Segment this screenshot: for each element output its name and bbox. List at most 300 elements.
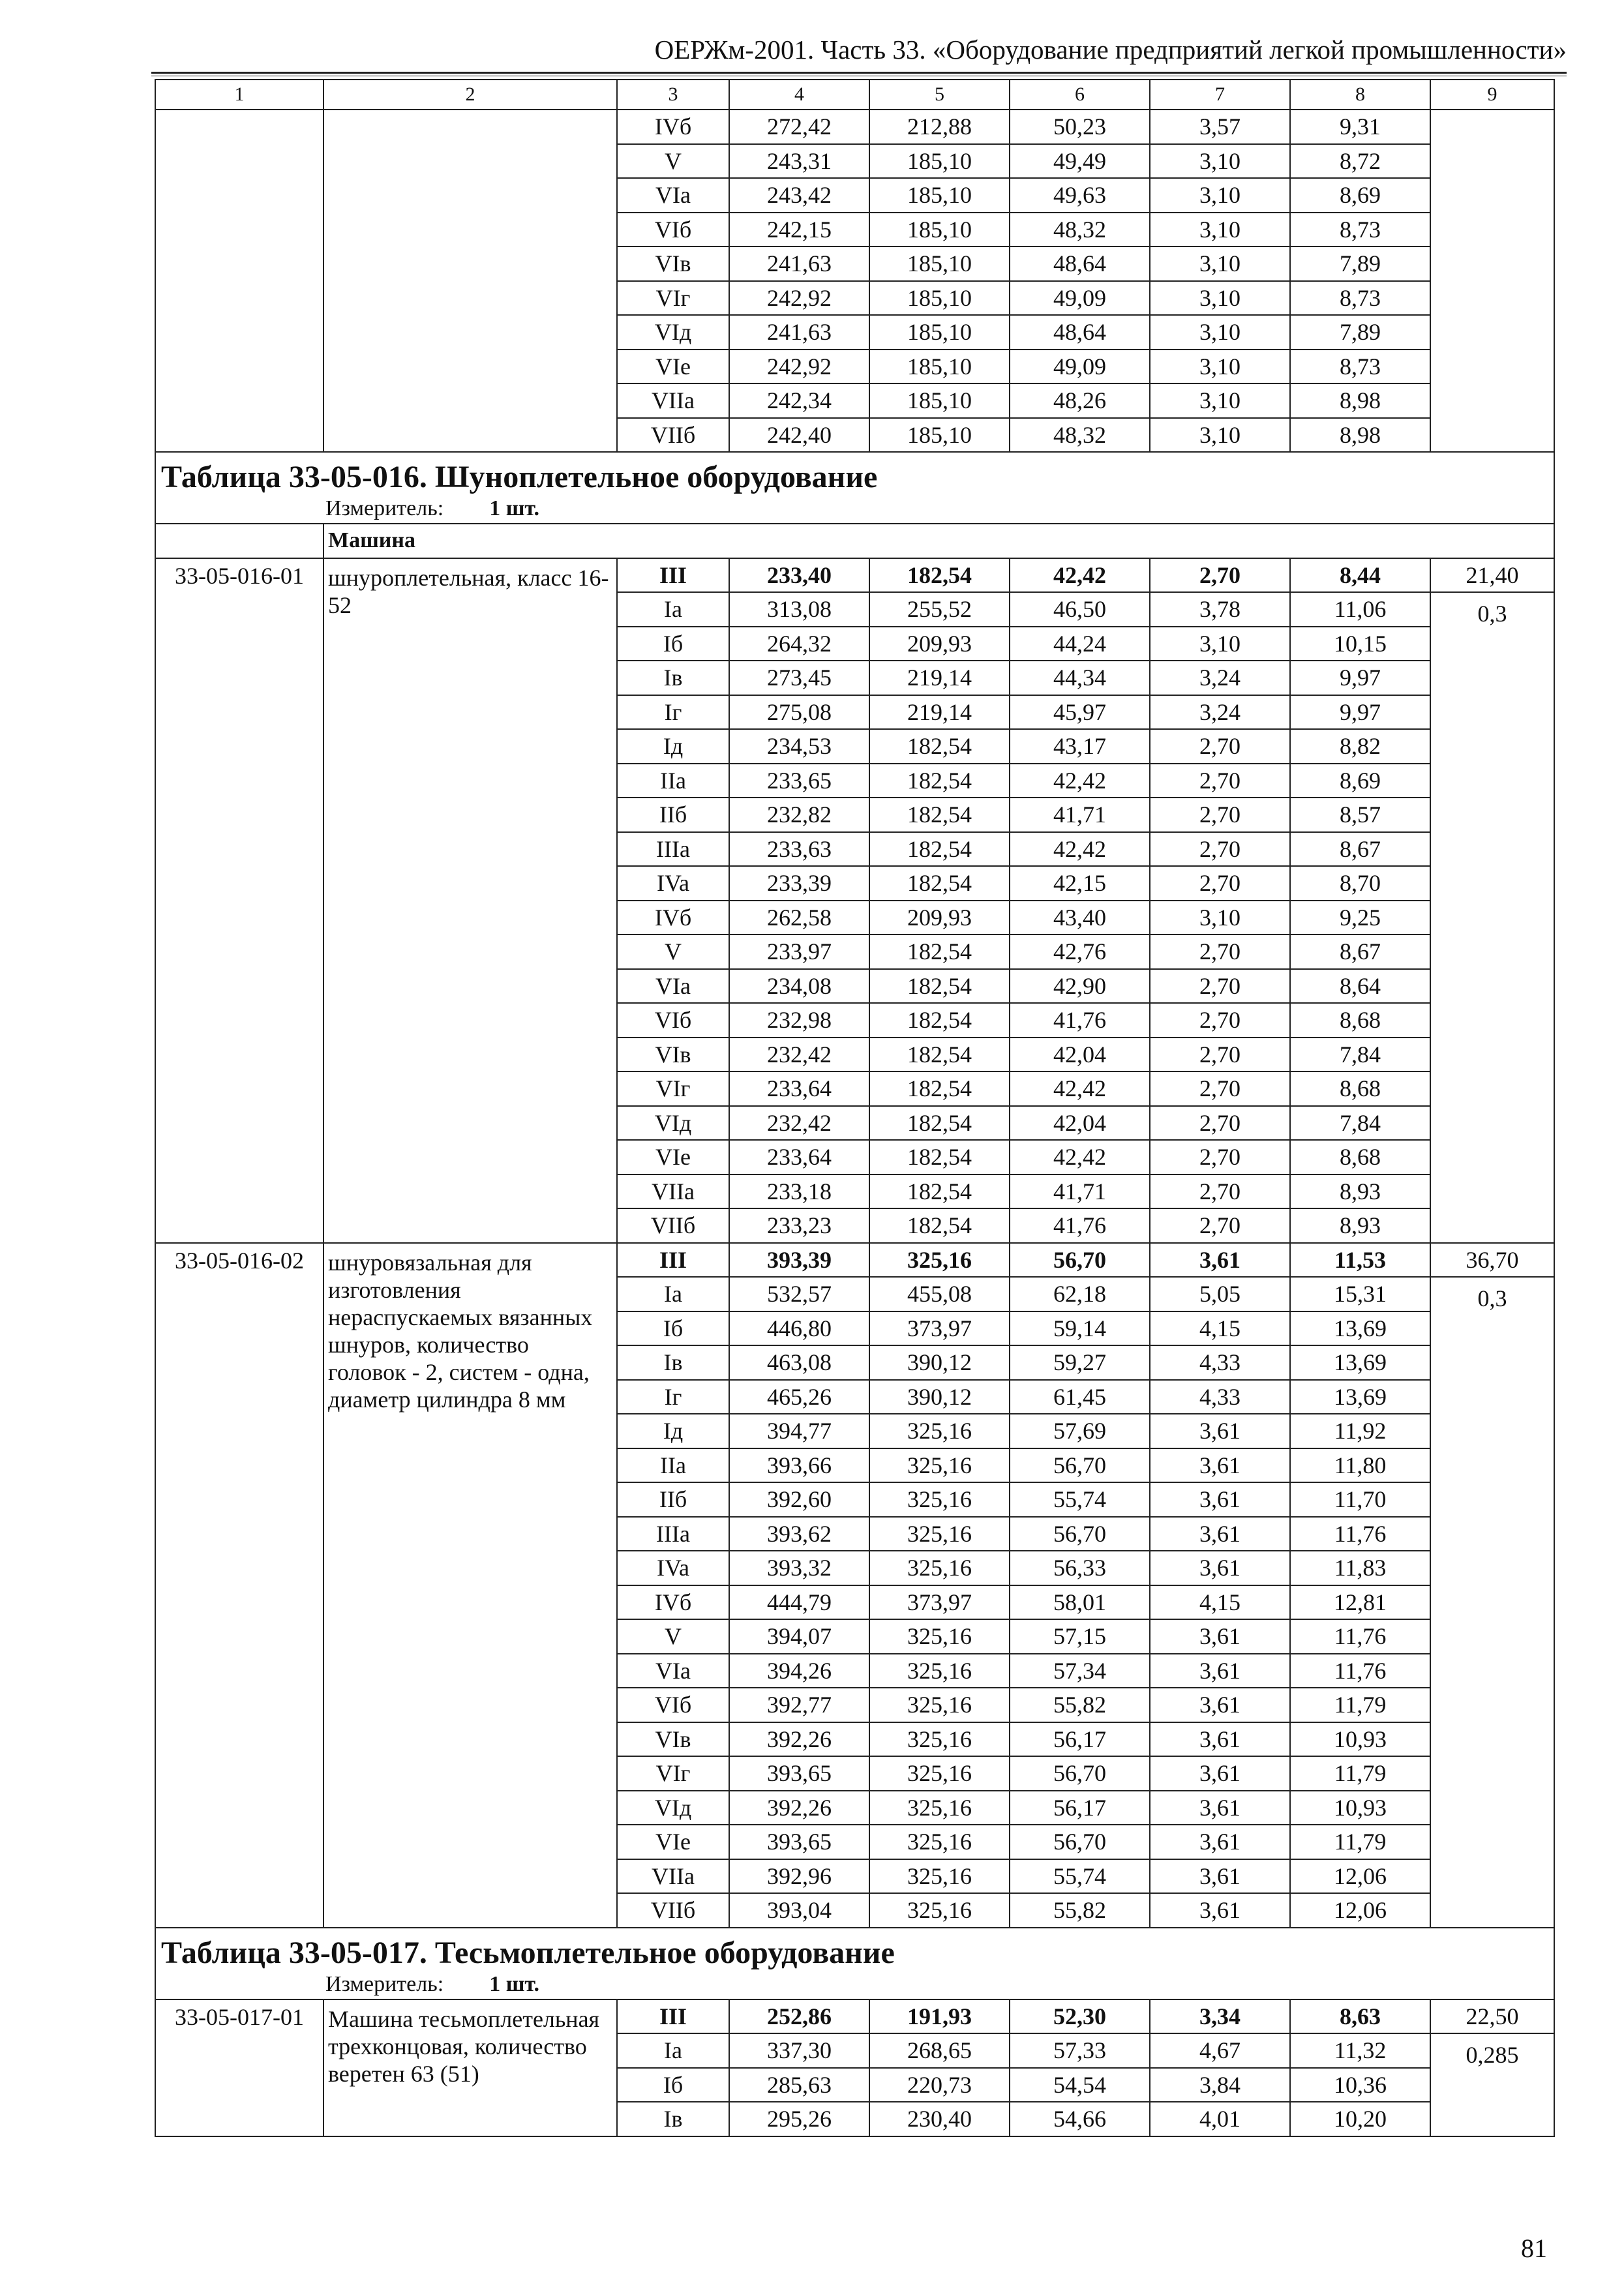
value-cell: 61,45 [1010, 1380, 1150, 1414]
region-class-cell: VIa [617, 178, 729, 213]
value-cell: 62,18 [1010, 1277, 1150, 1311]
value-cell: 11,70 [1290, 1482, 1430, 1517]
value-cell: 12,81 [1290, 1585, 1430, 1620]
value-cell: 43,40 [1010, 901, 1150, 935]
value-cell: 56,70 [1010, 1517, 1150, 1551]
value-cell: 10,20 [1290, 2102, 1430, 2136]
value-cell: 393,65 [729, 1825, 869, 1859]
value-cell: 42,04 [1010, 1106, 1150, 1141]
value-cell: 185,10 [869, 247, 1010, 281]
value-cell: 11,79 [1290, 1756, 1430, 1791]
value-cell: 262,58 [729, 901, 869, 935]
value-cell: 48,32 [1010, 213, 1150, 247]
value-cell: 49,63 [1010, 178, 1150, 213]
value-cell: 182,54 [869, 558, 1010, 593]
note-cell: 21,40 [1430, 558, 1554, 593]
value-cell: 41,76 [1010, 1003, 1150, 1038]
value-cell: 42,42 [1010, 764, 1150, 798]
value-cell: 42,76 [1010, 935, 1150, 969]
value-cell: 185,10 [869, 281, 1010, 316]
value-cell: 242,34 [729, 383, 869, 418]
value-cell: 4,33 [1150, 1345, 1290, 1380]
value-cell: 56,70 [1010, 1825, 1150, 1859]
region-class-cell: Iв [617, 661, 729, 695]
value-cell: 3,61 [1150, 1482, 1290, 1517]
value-cell: 390,12 [869, 1345, 1010, 1380]
value-cell: 455,08 [869, 1277, 1010, 1311]
value-cell: 233,40 [729, 558, 869, 593]
value-cell: 59,14 [1010, 1311, 1150, 1346]
value-cell: 10,36 [1290, 2068, 1430, 2102]
value-cell: 242,40 [729, 418, 869, 453]
value-cell: 209,93 [869, 901, 1010, 935]
region-class-cell: Iд [617, 729, 729, 764]
value-cell: 182,54 [869, 1106, 1010, 1141]
value-cell: 11,76 [1290, 1517, 1430, 1551]
region-class-cell: VIб [617, 1688, 729, 1722]
value-cell: 373,97 [869, 1585, 1010, 1620]
value-cell: 325,16 [869, 1482, 1010, 1517]
value-cell: 11,79 [1290, 1825, 1430, 1859]
value-cell: 8,69 [1290, 178, 1430, 213]
value-cell: 46,50 [1010, 592, 1150, 627]
value-cell: 264,32 [729, 627, 869, 661]
value-cell: 57,15 [1010, 1619, 1150, 1654]
value-cell: 255,52 [869, 592, 1010, 627]
region-class-cell: Iд [617, 1414, 729, 1448]
value-cell: 3,10 [1150, 315, 1290, 350]
value-cell: 182,54 [869, 1174, 1010, 1209]
value-cell: 185,10 [869, 213, 1010, 247]
value-cell: 219,14 [869, 695, 1010, 730]
region-class-cell: IIIa [617, 1517, 729, 1551]
value-cell: 233,39 [729, 866, 869, 901]
region-class-cell: VIIa [617, 1859, 729, 1894]
value-cell: 185,10 [869, 350, 1010, 384]
value-cell: 3,61 [1150, 1551, 1290, 1585]
value-cell: 10,93 [1290, 1722, 1430, 1757]
column-number-row [155, 80, 1554, 110]
value-cell: 3,61 [1150, 1517, 1290, 1551]
value-cell: 3,10 [1150, 178, 1290, 213]
value-cell: 3,61 [1150, 1619, 1290, 1654]
region-class-cell: IVб [617, 110, 729, 144]
meter-label: Измеритель: [325, 1971, 444, 1996]
value-cell: 41,71 [1010, 1174, 1150, 1209]
value-cell: 272,42 [729, 110, 869, 144]
value-cell: 3,61 [1150, 1243, 1290, 1278]
region-class-cell: VIг [617, 1071, 729, 1106]
value-cell: 232,82 [729, 798, 869, 832]
value-cell: 234,53 [729, 729, 869, 764]
value-cell: 50,23 [1010, 110, 1150, 144]
value-cell: 8,98 [1290, 383, 1430, 418]
value-cell: 232,42 [729, 1106, 869, 1141]
value-cell: 2,70 [1150, 1106, 1290, 1141]
value-cell: 4,15 [1150, 1311, 1290, 1346]
value-cell: 182,54 [869, 1038, 1010, 1072]
desc-cell: шнуроплетельная, класс 16-52 [323, 558, 617, 1243]
region-class-cell: VIв [617, 1038, 729, 1072]
value-cell: 325,16 [869, 1722, 1010, 1757]
region-class-cell: VIe [617, 350, 729, 384]
note-cell: 0,3 [1430, 592, 1554, 1243]
value-cell: 3,10 [1150, 627, 1290, 661]
value-cell: 465,26 [729, 1380, 869, 1414]
value-cell: 252,86 [729, 1999, 869, 2034]
value-cell: 11,06 [1290, 592, 1430, 627]
value-cell: 8,64 [1290, 969, 1430, 1004]
value-cell: 56,70 [1010, 1243, 1150, 1278]
region-class-cell: VIIб [617, 1893, 729, 1928]
region-class-cell: IIa [617, 1448, 729, 1483]
region-class-cell: Iб [617, 627, 729, 661]
value-cell: 233,63 [729, 832, 869, 867]
value-cell: 52,30 [1010, 1999, 1150, 2034]
value-cell: 185,10 [869, 315, 1010, 350]
value-cell: 325,16 [869, 1243, 1010, 1278]
value-cell: 4,33 [1150, 1380, 1290, 1414]
value-cell: 3,61 [1150, 1688, 1290, 1722]
value-cell: 8,68 [1290, 1140, 1430, 1174]
value-cell: 49,09 [1010, 281, 1150, 316]
value-cell: 8,67 [1290, 832, 1430, 867]
value-cell: 242,92 [729, 281, 869, 316]
value-cell: 3,61 [1150, 1448, 1290, 1483]
region-class-cell: VIд [617, 1791, 729, 1825]
value-cell: 42,42 [1010, 1071, 1150, 1106]
value-cell: 182,54 [869, 866, 1010, 901]
value-cell: 241,63 [729, 247, 869, 281]
value-cell: 191,93 [869, 1999, 1010, 2034]
value-cell: 230,40 [869, 2102, 1010, 2136]
value-cell: 15,31 [1290, 1277, 1430, 1311]
value-cell: 182,54 [869, 1140, 1010, 1174]
value-cell: 463,08 [729, 1345, 869, 1380]
value-cell: 42,42 [1010, 1140, 1150, 1174]
value-cell: 392,26 [729, 1791, 869, 1825]
value-cell: 232,98 [729, 1003, 869, 1038]
value-cell: 3,10 [1150, 418, 1290, 453]
value-cell: 7,84 [1290, 1038, 1430, 1072]
value-cell: 2,70 [1150, 1038, 1290, 1072]
value-cell: 9,97 [1290, 695, 1430, 730]
value-cell: 182,54 [869, 1208, 1010, 1243]
value-cell: 11,80 [1290, 1448, 1430, 1483]
value-cell: 8,57 [1290, 798, 1430, 832]
region-class-cell: IIб [617, 798, 729, 832]
value-cell: 2,70 [1150, 729, 1290, 764]
table-row [155, 110, 1554, 144]
section-row [155, 524, 1554, 558]
value-cell: 392,77 [729, 1688, 869, 1722]
value-cell: 57,69 [1010, 1414, 1150, 1448]
value-cell: 13,69 [1290, 1345, 1430, 1380]
note-cell: 0,285 [1430, 2033, 1554, 2136]
header-title: ОЕРЖм-2001. Часть 33. «Оборудование предприятий легкой промышленности» [654, 35, 1567, 65]
value-cell: 393,32 [729, 1551, 869, 1585]
value-cell: 10,15 [1290, 627, 1430, 661]
table-row [155, 1999, 1554, 2034]
value-cell: 2,70 [1150, 1140, 1290, 1174]
column-number: 1 [155, 80, 323, 110]
table-title-row [155, 1928, 1554, 1970]
region-class-cell: III [617, 1999, 729, 2034]
meter-cell [155, 494, 1554, 524]
value-cell: 43,17 [1010, 729, 1150, 764]
value-cell: 8,73 [1290, 213, 1430, 247]
column-number: 4 [729, 80, 869, 110]
value-cell: 3,10 [1150, 383, 1290, 418]
region-class-cell: IIIa [617, 832, 729, 867]
region-class-cell: IVб [617, 901, 729, 935]
value-cell: 242,15 [729, 213, 869, 247]
value-cell: 3,61 [1150, 1893, 1290, 1928]
value-cell: 48,64 [1010, 315, 1150, 350]
value-cell: 185,10 [869, 418, 1010, 453]
note-cell [1430, 110, 1554, 452]
region-class-cell: VIIa [617, 383, 729, 418]
value-cell: 444,79 [729, 1585, 869, 1620]
value-cell: 7,84 [1290, 1106, 1430, 1141]
value-cell: 532,57 [729, 1277, 869, 1311]
value-cell: 392,26 [729, 1722, 869, 1757]
value-cell: 325,16 [869, 1825, 1010, 1859]
value-cell: 8,68 [1290, 1003, 1430, 1038]
value-cell: 9,31 [1290, 110, 1430, 144]
region-class-cell: III [617, 1243, 729, 1278]
region-class-cell: Iв [617, 2102, 729, 2136]
table-row [155, 1243, 1554, 1278]
table-title-row [155, 452, 1554, 494]
value-cell: 325,16 [869, 1893, 1010, 1928]
value-cell: 393,65 [729, 1756, 869, 1791]
region-class-cell: V [617, 935, 729, 969]
value-cell: 11,79 [1290, 1688, 1430, 1722]
value-cell: 9,25 [1290, 901, 1430, 935]
value-cell: 56,70 [1010, 1756, 1150, 1791]
value-cell: 219,14 [869, 661, 1010, 695]
value-cell: 233,23 [729, 1208, 869, 1243]
value-cell: 393,39 [729, 1243, 869, 1278]
value-cell: 4,67 [1150, 2033, 1290, 2068]
region-class-cell: V [617, 144, 729, 179]
value-cell: 56,17 [1010, 1791, 1150, 1825]
region-class-cell: VIIб [617, 418, 729, 453]
value-cell: 42,15 [1010, 866, 1150, 901]
value-cell: 3,10 [1150, 144, 1290, 179]
value-cell: 42,04 [1010, 1038, 1150, 1072]
value-cell: 57,33 [1010, 2033, 1150, 2068]
value-cell: 9,97 [1290, 661, 1430, 695]
value-cell: 3,10 [1150, 247, 1290, 281]
value-cell: 2,70 [1150, 1174, 1290, 1209]
value-cell: 393,62 [729, 1517, 869, 1551]
code-cell: 33-05-016-01 [155, 558, 323, 1243]
value-cell: 182,54 [869, 764, 1010, 798]
value-cell: 3,61 [1150, 1791, 1290, 1825]
value-cell: 3,61 [1150, 1414, 1290, 1448]
region-class-cell: VIв [617, 247, 729, 281]
region-class-cell: Iг [617, 1380, 729, 1414]
note-cell: 0,3 [1430, 1277, 1554, 1928]
value-cell: 41,76 [1010, 1208, 1150, 1243]
value-cell: 325,16 [869, 1517, 1010, 1551]
value-cell: 392,60 [729, 1482, 869, 1517]
value-cell: 242,92 [729, 350, 869, 384]
value-cell: 2,70 [1150, 935, 1290, 969]
value-cell: 48,64 [1010, 247, 1150, 281]
table-row [155, 558, 1554, 593]
value-cell: 295,26 [729, 2102, 869, 2136]
region-class-cell: Iб [617, 1311, 729, 1346]
value-cell: 7,89 [1290, 247, 1430, 281]
value-cell: 8,70 [1290, 866, 1430, 901]
value-cell: 11,83 [1290, 1551, 1430, 1585]
region-class-cell: VIe [617, 1140, 729, 1174]
value-cell: 185,10 [869, 144, 1010, 179]
table-body [155, 80, 1554, 2136]
value-cell: 11,76 [1290, 1654, 1430, 1688]
region-class-cell: Iг [617, 695, 729, 730]
region-class-cell: Ia [617, 592, 729, 627]
region-class-cell: VIг [617, 1756, 729, 1791]
value-cell: 393,66 [729, 1448, 869, 1483]
value-cell: 182,54 [869, 935, 1010, 969]
value-cell: 325,16 [869, 1654, 1010, 1688]
value-cell: 212,88 [869, 110, 1010, 144]
desc-cell [323, 110, 617, 452]
value-cell: 243,31 [729, 144, 869, 179]
value-cell: 2,70 [1150, 764, 1290, 798]
region-class-cell: IIa [617, 764, 729, 798]
meter-row [155, 494, 1554, 524]
value-cell: 373,97 [869, 1311, 1010, 1346]
value-cell: 3,61 [1150, 1825, 1290, 1859]
column-number: 8 [1290, 80, 1430, 110]
desc-cell: Машина тесьмоплетельная трехконцовая, количество веретен 63 (51) [323, 1999, 617, 2136]
value-cell: 182,54 [869, 832, 1010, 867]
value-cell: 182,54 [869, 798, 1010, 832]
region-class-cell: VIб [617, 1003, 729, 1038]
value-cell: 392,96 [729, 1859, 869, 1894]
column-number: 7 [1150, 80, 1290, 110]
column-number: 5 [869, 80, 1010, 110]
value-cell: 3,61 [1150, 1654, 1290, 1688]
value-cell: 337,30 [729, 2033, 869, 2068]
value-cell: 59,27 [1010, 1345, 1150, 1380]
value-cell: 3,10 [1150, 281, 1290, 316]
value-cell: 390,12 [869, 1380, 1010, 1414]
region-class-cell: Ia [617, 1277, 729, 1311]
value-cell: 8,72 [1290, 144, 1430, 179]
value-cell: 2,70 [1150, 832, 1290, 867]
value-cell: 182,54 [869, 1003, 1010, 1038]
region-class-cell: IVa [617, 1551, 729, 1585]
value-cell: 2,70 [1150, 1003, 1290, 1038]
note-cell: 22,50 [1430, 1999, 1554, 2034]
region-class-cell: IVa [617, 866, 729, 901]
region-class-cell: VIa [617, 969, 729, 1004]
value-cell: 44,24 [1010, 627, 1150, 661]
value-cell: 325,16 [869, 1791, 1010, 1825]
value-cell: 8,93 [1290, 1208, 1430, 1243]
value-cell: 2,70 [1150, 558, 1290, 593]
value-cell: 2,70 [1150, 1071, 1290, 1106]
region-class-cell: IIб [617, 1482, 729, 1517]
region-class-cell: VIд [617, 315, 729, 350]
value-cell: 11,76 [1290, 1619, 1430, 1654]
value-cell: 3,10 [1150, 350, 1290, 384]
value-cell: 243,42 [729, 178, 869, 213]
value-cell: 241,63 [729, 315, 869, 350]
region-class-cell: Iб [617, 2068, 729, 2102]
value-cell: 325,16 [869, 1414, 1010, 1448]
value-cell: 394,77 [729, 1414, 869, 1448]
header-rule [151, 72, 1567, 74]
code-cell: 33-05-016-02 [155, 1243, 323, 1928]
value-cell: 3,24 [1150, 661, 1290, 695]
value-cell: 3,57 [1150, 110, 1290, 144]
value-cell: 41,71 [1010, 798, 1150, 832]
value-cell: 54,66 [1010, 2102, 1150, 2136]
value-cell: 182,54 [869, 729, 1010, 764]
region-class-cell: VIг [617, 281, 729, 316]
value-cell: 325,16 [869, 1688, 1010, 1722]
value-cell: 55,82 [1010, 1688, 1150, 1722]
column-number: 3 [617, 80, 729, 110]
value-cell: 3,78 [1150, 592, 1290, 627]
value-cell: 268,65 [869, 2033, 1010, 2068]
value-cell: 2,70 [1150, 798, 1290, 832]
region-class-cell: VIa [617, 1654, 729, 1688]
value-cell: 3,24 [1150, 695, 1290, 730]
value-cell: 325,16 [869, 1448, 1010, 1483]
value-cell: 313,08 [729, 592, 869, 627]
value-cell: 11,92 [1290, 1414, 1430, 1448]
value-cell: 325,16 [869, 1756, 1010, 1791]
value-cell: 185,10 [869, 383, 1010, 418]
column-number: 9 [1430, 80, 1554, 110]
code-cell: 33-05-017-01 [155, 1999, 323, 2136]
value-cell: 3,84 [1150, 2068, 1290, 2102]
region-class-cell: Iв [617, 1345, 729, 1380]
region-class-cell: VIe [617, 1825, 729, 1859]
value-cell: 55,74 [1010, 1482, 1150, 1517]
table-title: Таблица 33-05-017. Тесьмоплетельное оборудование [155, 1928, 1554, 1970]
meter-label: Измеритель: [325, 496, 444, 520]
value-cell: 2,70 [1150, 969, 1290, 1004]
value-cell: 220,73 [869, 2068, 1010, 2102]
value-cell: 49,49 [1010, 144, 1150, 179]
region-class-cell: VIб [617, 213, 729, 247]
note-cell: 36,70 [1430, 1243, 1554, 1278]
value-cell: 42,42 [1010, 832, 1150, 867]
region-class-cell: III [617, 558, 729, 593]
value-cell: 12,06 [1290, 1859, 1430, 1894]
value-cell: 394,26 [729, 1654, 869, 1688]
value-cell: 8,73 [1290, 281, 1430, 316]
value-cell: 3,10 [1150, 213, 1290, 247]
meter-value: 1 шт. [489, 496, 540, 520]
value-cell: 8,68 [1290, 1071, 1430, 1106]
blank-cell [155, 524, 323, 558]
value-cell: 185,10 [869, 178, 1010, 213]
section-label: Машина [323, 524, 1554, 558]
value-cell: 3,61 [1150, 1722, 1290, 1757]
value-cell: 182,54 [869, 969, 1010, 1004]
value-cell: 2,70 [1150, 866, 1290, 901]
